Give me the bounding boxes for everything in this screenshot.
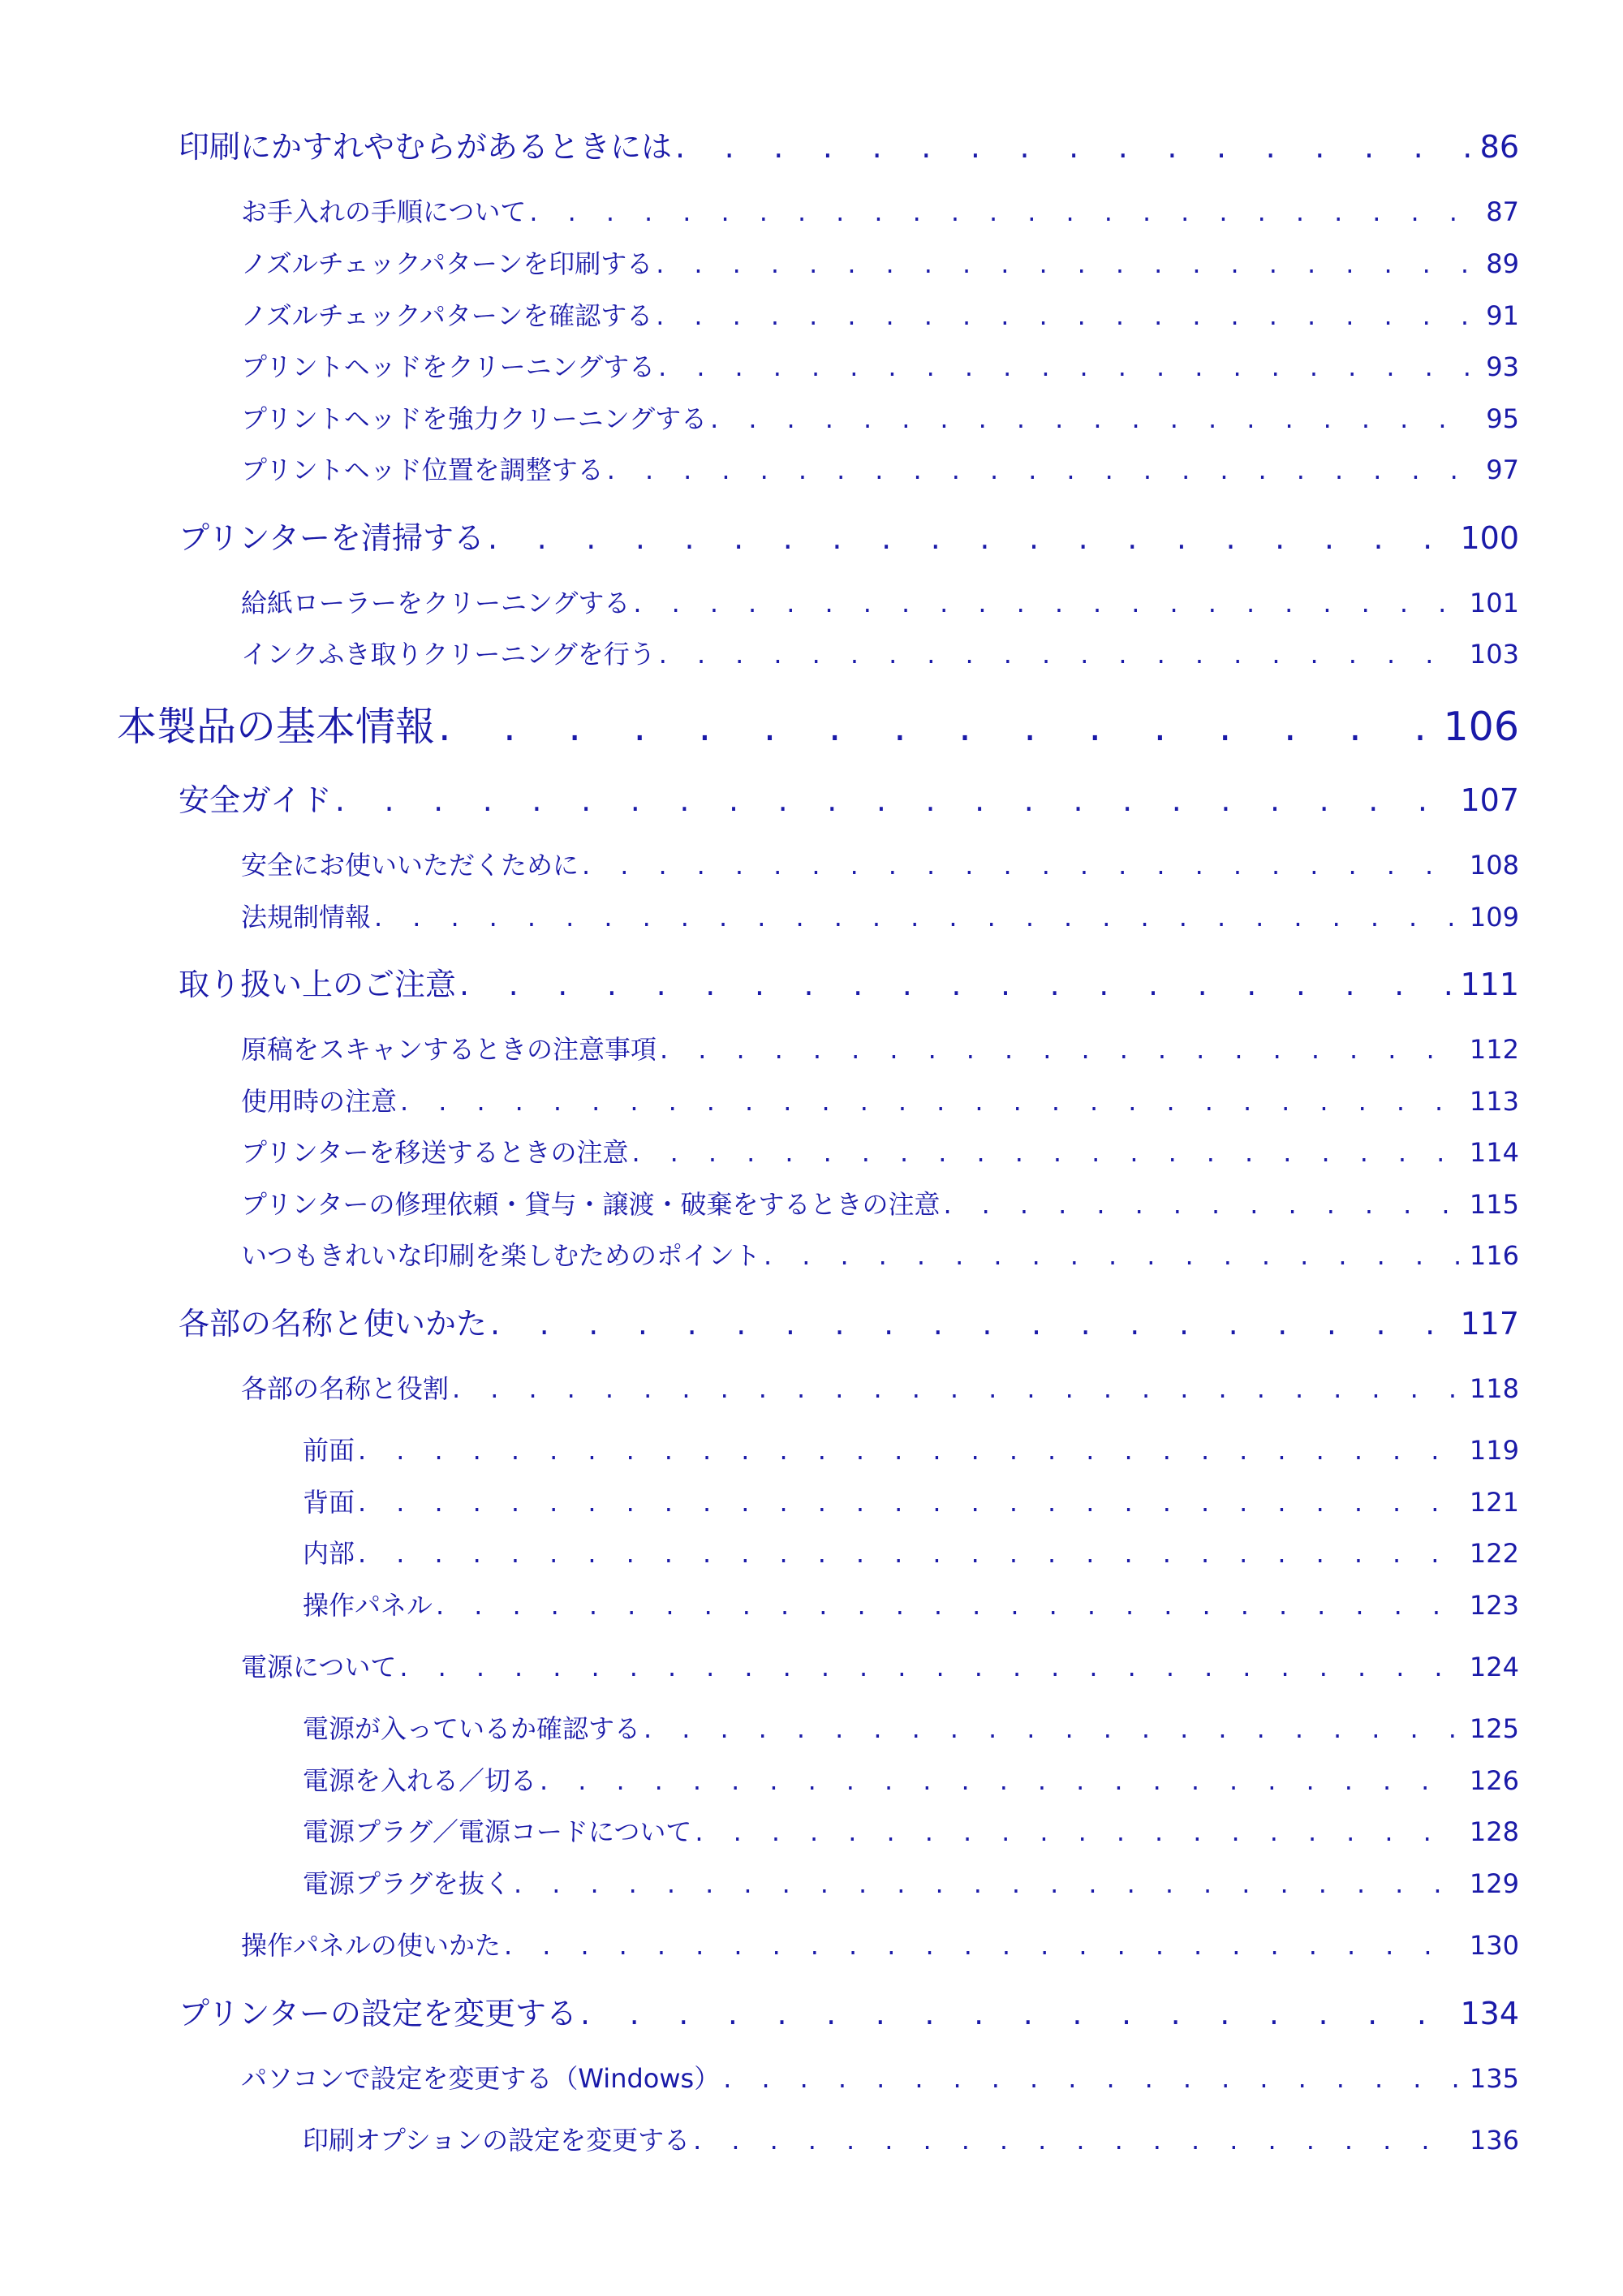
dot-leader: [658, 351, 1478, 382]
toc-entry-page: 135: [1469, 2063, 1519, 2094]
toc-entry-page: 119: [1469, 1435, 1519, 1466]
toc-entry-page: 128: [1469, 1816, 1519, 1847]
dot-leader: [656, 300, 1478, 331]
toc-entry-page: 107: [1460, 782, 1519, 818]
toc-entry[interactable]: [241, 1132, 1519, 1170]
toc-entry-page: 115: [1469, 1189, 1519, 1220]
toc-entry-page: 101: [1469, 588, 1519, 618]
toc-entry-page: 112: [1469, 1034, 1519, 1065]
dot-leader: [400, 1086, 1462, 1117]
dot-leader: [358, 1435, 1462, 1466]
toc-entry-title: ノズルチェックパターンを確認する: [241, 300, 653, 331]
toc-entry-title: プリントヘッドをクリーニングする: [241, 351, 656, 382]
toc-entry[interactable]: [241, 1184, 1519, 1221]
toc-entry-title: 電源を入れる／切る: [303, 1765, 537, 1796]
toc-entry[interactable]: [241, 398, 1519, 436]
toc-entry-page: 130: [1469, 1930, 1519, 1961]
toc-entry-title: 電源が入っているか確認する: [303, 1713, 641, 1744]
dot-leader: [488, 520, 1453, 556]
toc-entry[interactable]: [241, 2058, 1519, 2096]
toc-entry[interactable]: [241, 243, 1519, 281]
toc-entry-title: 背面: [303, 1487, 355, 1518]
dot-leader: [710, 403, 1478, 434]
toc-entry-page: 123: [1469, 1590, 1519, 1621]
toc-entry[interactable]: [303, 1482, 1519, 1519]
toc-entry[interactable]: [303, 1533, 1519, 1570]
toc-entry-title: 給紙ローラーをクリーニングする: [241, 588, 631, 618]
toc-entry[interactable]: [241, 347, 1519, 384]
toc-entry-page: 125: [1469, 1713, 1519, 1744]
toc-entry-title: 原稿をスキャンするときの注意事項: [241, 1034, 657, 1065]
toc-entry[interactable]: [179, 513, 1519, 558]
toc-entry-page: 117: [1460, 1306, 1519, 1342]
toc-entry-page: 118: [1469, 1373, 1519, 1404]
toc-entry-title: 操作パネルの使いかた: [241, 1930, 502, 1961]
toc-entry-page: 113: [1469, 1086, 1519, 1117]
toc-entry-title: 使用時の注意: [241, 1086, 398, 1117]
dot-leader: [764, 1240, 1462, 1271]
toc-entry[interactable]: [241, 845, 1519, 882]
toc-entry-title: プリンターの設定を変更する: [179, 1996, 577, 2031]
dot-leader: [358, 1487, 1462, 1518]
toc-entry-title: 各部の名称と役割: [241, 1373, 450, 1404]
dot-leader: [514, 1868, 1462, 1899]
toc-entry[interactable]: [303, 1585, 1519, 1622]
toc-entry[interactable]: [303, 1760, 1519, 1798]
toc-entry-title: 本製品の基本情報: [117, 704, 436, 750]
toc-entry-page: 103: [1469, 639, 1519, 670]
dot-leader: [529, 196, 1478, 227]
toc-entry-page: 86: [1479, 129, 1519, 165]
toc-entry-page: 100: [1460, 520, 1519, 556]
toc-entry[interactable]: [179, 959, 1519, 1004]
toc-entry-title: 各部の名称と使いかた: [179, 1306, 488, 1342]
toc-entry-title: プリンターの修理依頼・貸与・譲渡・破棄をするときの注意: [241, 1189, 941, 1220]
dot-leader: [374, 902, 1462, 933]
toc-entry[interactable]: [241, 583, 1519, 620]
toc-entry[interactable]: [303, 1811, 1519, 1849]
toc-entry-page: 97: [1486, 454, 1519, 485]
dot-leader: [943, 1189, 1461, 1220]
toc-entry[interactable]: [241, 450, 1519, 487]
dot-leader: [582, 850, 1462, 881]
toc-entry[interactable]: [117, 696, 1519, 752]
toc-entry-page: 93: [1486, 351, 1519, 382]
toc-entry[interactable]: [241, 1235, 1519, 1273]
toc-entry-page: 129: [1469, 1868, 1519, 1899]
toc-entry-page: 121: [1469, 1487, 1519, 1518]
toc-entry-page: 109: [1469, 902, 1519, 933]
toc-entry-page: 126: [1469, 1765, 1519, 1796]
toc-entry-page: 122: [1469, 1538, 1519, 1569]
dot-leader: [580, 1996, 1453, 2031]
toc-entry-title: 電源プラグを抜く: [303, 1868, 511, 1899]
dot-leader: [399, 1652, 1462, 1682]
dot-leader: [436, 1590, 1462, 1621]
toc-entry-title: 印刷オプションの設定を変更する: [303, 2125, 691, 2156]
dot-leader: [438, 704, 1435, 750]
toc-entry-page: 87: [1486, 196, 1519, 227]
dot-leader: [607, 454, 1479, 485]
toc-entry[interactable]: [179, 1299, 1519, 1343]
toc-entry-title: プリントヘッド位置を調整する: [241, 454, 604, 485]
toc-entry[interactable]: [241, 1081, 1519, 1118]
toc-entry-page: 89: [1486, 248, 1519, 279]
toc-entry-title: 電源プラグ／電源コードについて: [303, 1816, 692, 1847]
dot-leader: [631, 1137, 1461, 1168]
toc-entry-title: 印刷にかすれやむらがあるときには: [179, 129, 673, 165]
toc-entry-page: 95: [1486, 403, 1519, 434]
dot-leader: [659, 639, 1462, 670]
toc-entry[interactable]: [303, 1708, 1519, 1746]
toc-entry-page: 114: [1469, 1137, 1519, 1168]
toc-entry-title: プリンターを移送するときの注意: [241, 1137, 629, 1168]
toc-entry[interactable]: [241, 1647, 1519, 1684]
toc-entry-title: 前面: [303, 1435, 355, 1466]
dot-leader: [504, 1930, 1462, 1961]
toc-entry[interactable]: [241, 897, 1519, 934]
toc-entry-title: 安全ガイド: [179, 782, 332, 818]
dot-leader: [490, 1306, 1452, 1342]
toc-entry-title: 法規制情報: [241, 902, 372, 933]
toc-entry-title: パソコンで設定を変更する（Windows）: [241, 2063, 721, 2094]
toc-entry[interactable]: [303, 2120, 1519, 2157]
toc-entry[interactable]: [241, 1029, 1519, 1066]
dot-leader: [675, 129, 1472, 165]
dot-leader: [335, 782, 1453, 818]
toc-entry-title: プリントヘッドを強力クリーニングする: [241, 403, 708, 434]
toc-entry-title: いつもきれいな印刷を楽しむためのポイント: [241, 1240, 761, 1271]
dot-leader: [358, 1538, 1462, 1569]
toc-entry-title: プリンターを清掃する: [179, 520, 484, 556]
toc-entry-page: 91: [1486, 300, 1519, 331]
toc-entry-page: 108: [1469, 850, 1519, 881]
toc-entry-title: お手入れの手順について: [241, 196, 527, 227]
toc-entry[interactable]: [241, 1925, 1519, 1962]
toc-entry-page: 106: [1443, 704, 1519, 750]
dot-leader: [695, 1816, 1462, 1847]
dot-leader: [656, 248, 1478, 279]
dot-leader: [644, 1713, 1462, 1744]
toc-entry-page: 136: [1469, 2125, 1519, 2156]
toc-entry-title: 取り扱い上のご注意: [179, 967, 457, 1002]
toc-entry-page: 116: [1469, 1240, 1519, 1271]
toc-entry-title: 安全にお使いいただくために: [241, 850, 579, 881]
toc-entry[interactable]: [303, 1430, 1519, 1467]
dot-leader: [660, 1034, 1462, 1065]
toc-entry[interactable]: [241, 634, 1519, 671]
toc-entry-title: 操作パネル: [303, 1590, 433, 1621]
toc-entry-page: 111: [1460, 967, 1519, 1002]
dot-leader: [540, 1765, 1462, 1796]
toc-entry[interactable]: [241, 295, 1519, 333]
toc-entry[interactable]: [179, 775, 1519, 820]
toc-entry-title: 内部: [303, 1538, 355, 1569]
toc-entry-title: ノズルチェックパターンを印刷する: [241, 248, 653, 279]
toc-entry[interactable]: [241, 1368, 1519, 1406]
toc-entry[interactable]: [241, 192, 1519, 229]
dot-leader: [693, 2125, 1462, 2156]
toc-entry-title: インクふき取りクリーニングを行う: [241, 639, 656, 670]
toc-entry-title: 電源について: [241, 1652, 397, 1682]
dot-leader: [452, 1373, 1462, 1404]
toc-entry[interactable]: [303, 1863, 1519, 1901]
toc-entry-page: 124: [1469, 1652, 1519, 1682]
dot-leader: [723, 2063, 1462, 2094]
toc-entry-page: 134: [1460, 1996, 1519, 2031]
toc-entry[interactable]: [179, 1988, 1519, 2033]
dot-leader: [459, 967, 1452, 1002]
dot-leader: [633, 588, 1462, 618]
toc-entry[interactable]: [179, 122, 1519, 166]
